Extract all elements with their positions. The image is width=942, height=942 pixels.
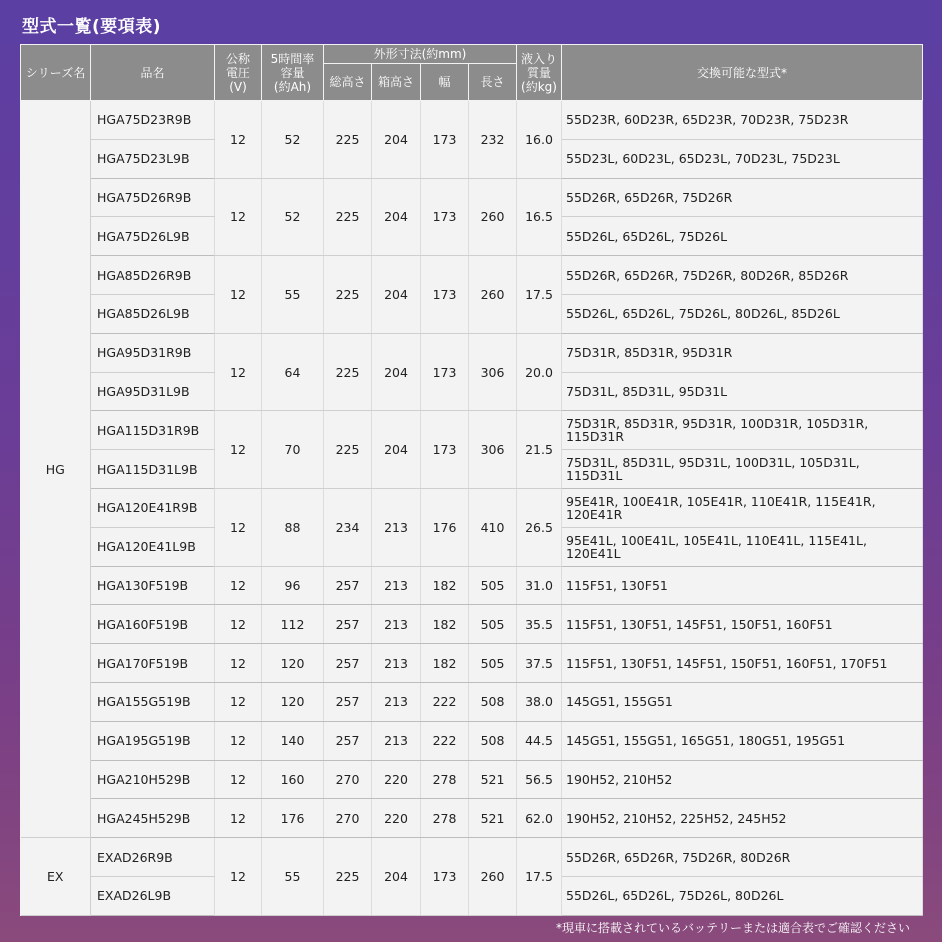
weight-cell: 37.5 [517,644,562,683]
box-height-cell: 213 [372,682,421,721]
box-height-cell: 204 [372,333,421,411]
length-cell: 306 [469,411,517,489]
header-voltage-line3: (V) [229,79,247,94]
total-height-cell: 225 [324,411,372,489]
table-row [21,838,923,877]
compatible-models-cell: 115F51, 130F51, 145F51, 150F51, 160F51, 170F51 [562,644,923,683]
compatible-models-cell: 115F51, 130F51, 145F51, 150F51, 160F51 [562,605,923,644]
compatible-models-cell: 115F51, 130F51 [562,566,923,605]
product-cell: HGA75D23L9B [91,139,215,178]
product-cell: EXAD26L9B [91,876,215,915]
width-cell: 182 [421,644,469,683]
voltage-cell: 12 [215,644,262,683]
voltage-cell: 12 [215,838,262,916]
voltage-cell: 12 [215,256,262,334]
total-height-cell: 257 [324,644,372,683]
compatible-models-cell: 75D31L, 85D31L, 95D31L [562,372,923,411]
compatible-models-cell: 55D26R, 65D26R, 75D26R, 80D26R, 85D26R [562,256,923,295]
length-cell: 521 [469,760,517,799]
box-height-cell: 213 [372,488,421,566]
width-cell: 173 [421,256,469,334]
capacity-cell: 55 [262,838,324,916]
product-cell: HGA155G519B [91,682,215,721]
product-cell: HGA245H529B [91,799,215,838]
header-length: 長さ [469,64,517,101]
capacity-cell: 120 [262,644,324,683]
weight-cell: 38.0 [517,682,562,721]
length-cell: 505 [469,566,517,605]
compatible-models-cell: 145G51, 155G51 [562,682,923,721]
compatible-models-cell: 190H52, 210H52 [562,760,923,799]
capacity-cell: 52 [262,178,324,256]
length-cell: 505 [469,605,517,644]
product-cell: HGA95D31R9B [91,333,215,372]
voltage-cell: 12 [215,411,262,489]
header-product: 品名 [91,45,215,101]
weight-cell: 62.0 [517,799,562,838]
voltage-cell: 12 [215,488,262,566]
compatible-models-cell: 75D31R, 85D31R, 95D31R [562,333,923,372]
header-weight-line2: 質量 [526,65,551,80]
box-height-cell: 213 [372,605,421,644]
weight-cell: 16.5 [517,178,562,256]
total-height-cell: 257 [324,721,372,760]
weight-cell: 26.5 [517,488,562,566]
table-row [21,566,923,605]
voltage-cell: 12 [215,566,262,605]
product-cell: HGA95D31L9B [91,372,215,411]
header-capacity [262,45,324,101]
total-height-cell: 270 [324,799,372,838]
length-cell: 260 [469,838,517,916]
width-cell: 182 [421,605,469,644]
length-cell: 508 [469,682,517,721]
weight-cell: 56.5 [517,760,562,799]
compatible-models-cell: 55D23R, 60D23R, 65D23R, 70D23R, 75D23R [562,101,923,140]
header-weight-line1: 液入り [520,51,557,66]
capacity-cell: 64 [262,333,324,411]
compatible-models-cell: 95E41R, 100E41R, 105E41R, 110E41R, 115E41R, 120E41R [562,488,923,527]
compatible-models-cell: 55D26L, 65D26L, 75D26L, 80D26L [562,876,923,915]
compatible-models-cell: 190H52, 210H52, 225H52, 245H52 [562,799,923,838]
header-voltage-line1: 公称 [225,51,250,66]
length-cell: 505 [469,644,517,683]
total-height-cell: 270 [324,760,372,799]
capacity-cell: 55 [262,256,324,334]
product-cell: EXAD26R9B [91,838,215,877]
weight-cell: 17.5 [517,256,562,334]
table-row [21,488,923,527]
voltage-cell: 12 [215,333,262,411]
width-cell: 278 [421,799,469,838]
table-row [21,721,923,760]
weight-cell: 16.0 [517,101,562,179]
width-cell: 182 [421,566,469,605]
width-cell: 176 [421,488,469,566]
length-cell: 260 [469,256,517,334]
product-cell: HGA160F519B [91,605,215,644]
total-height-cell: 225 [324,256,372,334]
series-name-cell: HG [21,101,91,838]
capacity-cell: 176 [262,799,324,838]
table-header [21,45,923,101]
box-height-cell: 204 [372,838,421,916]
total-height-cell: 234 [324,488,372,566]
box-height-cell: 204 [372,101,421,179]
length-cell: 410 [469,488,517,566]
capacity-cell: 96 [262,566,324,605]
footnote: *現車に搭載されているバッテリーまたは適合表でご確認ください [555,921,910,935]
spec-table-container [20,44,922,916]
product-cell: HGA85D26R9B [91,256,215,295]
capacity-cell: 120 [262,682,324,721]
width-cell: 222 [421,682,469,721]
spec-table [20,44,923,916]
product-cell: HGA115D31L9B [91,450,215,489]
capacity-cell: 70 [262,411,324,489]
header-voltage-line2: 電圧 [225,65,250,80]
length-cell: 306 [469,333,517,411]
product-cell: HGA170F519B [91,644,215,683]
total-height-cell: 225 [324,101,372,179]
weight-cell: 21.5 [517,411,562,489]
table-row [21,760,923,799]
capacity-cell: 88 [262,488,324,566]
compatible-models-cell: 55D23L, 60D23L, 65D23L, 70D23L, 75D23L [562,139,923,178]
product-cell: HGA210H529B [91,760,215,799]
header-capacity-line2: 容量 [280,65,305,80]
header-voltage [215,45,262,101]
width-cell: 173 [421,178,469,256]
length-cell: 508 [469,721,517,760]
total-height-cell: 225 [324,178,372,256]
compatible-models-cell: 55D26L, 65D26L, 75D26L [562,217,923,256]
header-weight-line3: (約kg) [521,79,557,94]
box-height-cell: 213 [372,721,421,760]
voltage-cell: 12 [215,101,262,179]
box-height-cell: 204 [372,178,421,256]
header-compatible: 交換可能な型式* [562,45,923,101]
product-cell: HGA75D23R9B [91,101,215,140]
header-series: シリーズ名 [21,45,91,101]
box-height-cell: 213 [372,566,421,605]
compatible-models-cell: 75D31L, 85D31L, 95D31L, 100D31L, 105D31L, 115D31L [562,450,923,489]
width-cell: 173 [421,838,469,916]
voltage-cell: 12 [215,760,262,799]
product-cell: HGA115D31R9B [91,411,215,450]
table-row [21,799,923,838]
capacity-cell: 160 [262,760,324,799]
product-cell: HGA75D26L9B [91,217,215,256]
product-cell: HGA130F519B [91,566,215,605]
header-width: 幅 [421,64,469,101]
compatible-models-cell: 55D26L, 65D26L, 75D26L, 80D26L, 85D26L [562,294,923,333]
header-dimensions-group: 外形寸法(約mm) [324,45,517,64]
total-height-cell: 257 [324,566,372,605]
product-cell: HGA120E41L9B [91,527,215,566]
header-total-height: 総高さ [324,64,372,101]
length-cell: 260 [469,178,517,256]
width-cell: 222 [421,721,469,760]
compatible-models-cell: 55D26R, 65D26R, 75D26R, 80D26R [562,838,923,877]
box-height-cell: 204 [372,411,421,489]
table-row [21,333,923,372]
product-cell: HGA195G519B [91,721,215,760]
capacity-cell: 140 [262,721,324,760]
total-height-cell: 225 [324,333,372,411]
box-height-cell: 204 [372,256,421,334]
series-name-cell: EX [21,838,91,916]
width-cell: 173 [421,101,469,179]
table-row [21,256,923,295]
voltage-cell: 12 [215,799,262,838]
compatible-models-cell: 145G51, 155G51, 165G51, 180G51, 195G51 [562,721,923,760]
compatible-models-cell: 55D26R, 65D26R, 75D26R [562,178,923,217]
width-cell: 173 [421,411,469,489]
weight-cell: 31.0 [517,566,562,605]
weight-cell: 20.0 [517,333,562,411]
table-row [21,411,923,450]
table-row [21,101,923,140]
voltage-cell: 12 [215,605,262,644]
weight-cell: 35.5 [517,605,562,644]
compatible-models-cell: 75D31R, 85D31R, 95D31R, 100D31R, 105D31R, 115D31R [562,411,923,450]
table-row [21,644,923,683]
box-height-cell: 213 [372,644,421,683]
header-weight [517,45,562,101]
weight-cell: 44.5 [517,721,562,760]
voltage-cell: 12 [215,721,262,760]
header-box-height: 箱高さ [372,64,421,101]
total-height-cell: 225 [324,838,372,916]
table-row [21,682,923,721]
voltage-cell: 12 [215,178,262,256]
width-cell: 278 [421,760,469,799]
compatible-models-cell: 95E41L, 100E41L, 105E41L, 110E41L, 115E41L, 120E41L [562,527,923,566]
total-height-cell: 257 [324,605,372,644]
product-cell: HGA75D26R9B [91,178,215,217]
box-height-cell: 220 [372,799,421,838]
voltage-cell: 12 [215,682,262,721]
total-height-cell: 257 [324,682,372,721]
table-row [21,178,923,217]
capacity-cell: 52 [262,101,324,179]
page-title: 型式一覧(要項表) [22,17,162,37]
header-capacity-line3: (約Ah) [273,79,312,94]
table-body [21,101,923,916]
product-cell: HGA85D26L9B [91,294,215,333]
product-cell: HGA120E41R9B [91,488,215,527]
width-cell: 173 [421,333,469,411]
box-height-cell: 220 [372,760,421,799]
length-cell: 521 [469,799,517,838]
length-cell: 232 [469,101,517,179]
capacity-cell: 112 [262,605,324,644]
table-row [21,605,923,644]
header-capacity-line1: 5時間率 [270,51,315,66]
weight-cell: 17.5 [517,838,562,916]
